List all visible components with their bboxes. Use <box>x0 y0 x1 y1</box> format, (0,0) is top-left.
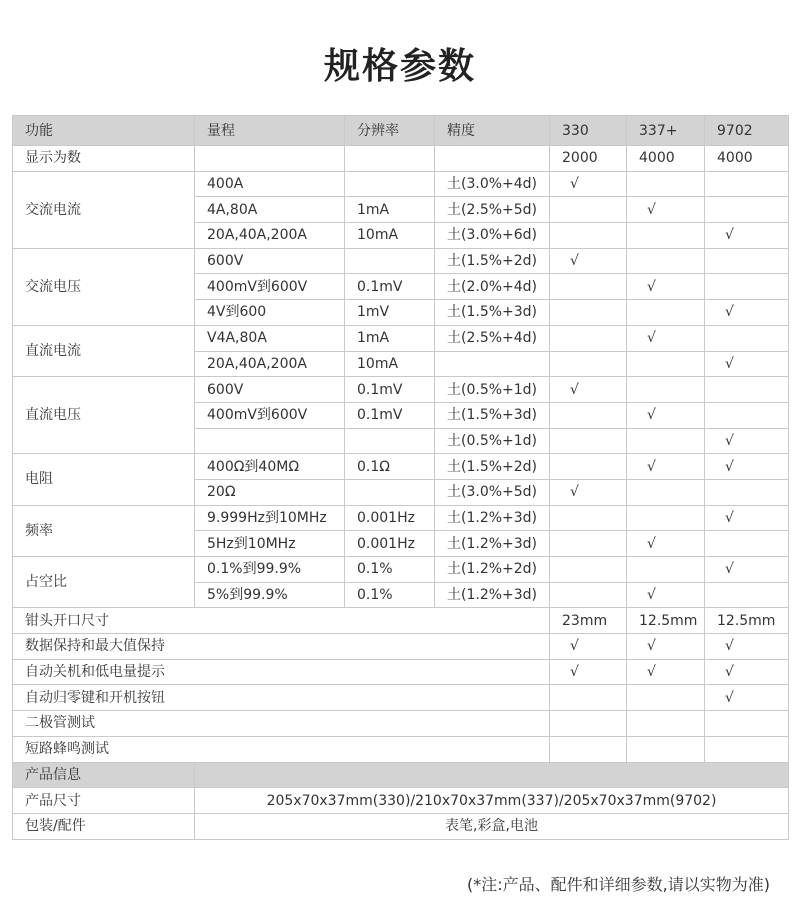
check-330 <box>550 582 627 608</box>
table-row <box>13 557 789 583</box>
check-337: √ <box>627 197 705 223</box>
check-9702 <box>705 274 789 300</box>
product-size-label: 产品尺寸 <box>13 788 195 814</box>
feature-9702 <box>705 711 789 737</box>
range-cell: 400Ω到40MΩ <box>195 454 345 480</box>
feature-label: 二极管测试 <box>13 711 550 737</box>
feature-label: 自动归零键和开机按钮 <box>13 685 550 711</box>
accuracy-cell: 土(1.5%+2d) <box>435 454 550 480</box>
footnote: (*注:产品、配件和详细参数,请以实物为准) <box>467 875 770 894</box>
feature-9702: 12.5mm <box>705 608 789 634</box>
resolution-cell: 1mA <box>345 325 435 351</box>
check-330: √ <box>550 377 627 403</box>
range-cell: 400A <box>195 171 345 197</box>
product-size-value: 205x70x37mm(330)/210x70x37mm(337)/205x70x37mm(9702) <box>195 788 789 814</box>
check-9702 <box>705 402 789 428</box>
check-9702 <box>705 197 789 223</box>
feature-330 <box>550 736 627 762</box>
accuracy-cell: 土(1.2%+3d) <box>435 582 550 608</box>
range-cell: 0.1%到99.9% <box>195 557 345 583</box>
feature-330: √ <box>550 634 627 660</box>
table-row <box>13 454 789 480</box>
check-337: √ <box>627 531 705 557</box>
check-330: √ <box>550 248 627 274</box>
accuracy-cell: 土(3.0%+6d) <box>435 223 550 249</box>
table-row <box>13 505 789 531</box>
resolution-cell <box>345 248 435 274</box>
check-337 <box>627 171 705 197</box>
feature-row <box>13 736 789 762</box>
check-337 <box>627 505 705 531</box>
check-9702: √ <box>705 454 789 480</box>
accuracy-cell: 土(1.2%+2d) <box>435 557 550 583</box>
check-9702 <box>705 582 789 608</box>
accuracy-cell: 土(3.0%+4d) <box>435 171 550 197</box>
feature-9702: √ <box>705 659 789 685</box>
feature-label: 钳头开口尺寸 <box>13 608 550 634</box>
feature-330: 23mm <box>550 608 627 634</box>
range-cell: V4A,80A <box>195 325 345 351</box>
resolution-cell <box>345 171 435 197</box>
resolution-cell: 0.001Hz <box>345 505 435 531</box>
package-row <box>13 813 789 839</box>
header-resolution: 分辨率 <box>345 116 435 146</box>
table-header <box>13 116 789 146</box>
check-330 <box>550 454 627 480</box>
accuracy-cell: 土(1.5%+3d) <box>435 300 550 326</box>
group-label: 占空比 <box>13 557 195 608</box>
check-9702 <box>705 325 789 351</box>
range-cell: 600V <box>195 248 345 274</box>
resolution-cell: 0.001Hz <box>345 531 435 557</box>
group-label: 电阻 <box>13 454 195 505</box>
feature-row <box>13 634 789 660</box>
spec-table <box>12 115 789 840</box>
table-row <box>13 377 789 403</box>
header-accuracy: 精度 <box>435 116 550 146</box>
check-330 <box>550 557 627 583</box>
feature-330 <box>550 711 627 737</box>
feature-label: 自动关机和低电量提示 <box>13 659 550 685</box>
check-330: √ <box>550 479 627 505</box>
accuracy-cell: 土(2.0%+4d) <box>435 274 550 300</box>
check-337: √ <box>627 274 705 300</box>
group-label: 频率 <box>13 505 195 556</box>
package-label: 包装/配件 <box>13 813 195 839</box>
resolution-cell: 0.1mV <box>345 402 435 428</box>
group-label: 交流电流 <box>13 171 195 248</box>
table-row <box>13 248 789 274</box>
check-9702: √ <box>705 557 789 583</box>
group-label: 直流电流 <box>13 325 195 376</box>
display-9702: 4000 <box>705 146 789 172</box>
range-cell: 9.999Hz到10MHz <box>195 505 345 531</box>
check-330 <box>550 428 627 454</box>
header-model-9702: 9702 <box>705 116 789 146</box>
check-337: √ <box>627 402 705 428</box>
product-info-row <box>13 762 789 788</box>
range-cell: 600V <box>195 377 345 403</box>
page-title: 规格参数 <box>323 46 476 87</box>
resolution-cell: 1mV <box>345 300 435 326</box>
check-337: √ <box>627 454 705 480</box>
feature-row <box>13 608 789 634</box>
check-337: √ <box>627 582 705 608</box>
check-330 <box>550 197 627 223</box>
check-9702 <box>705 171 789 197</box>
range-cell: 400mV到600V <box>195 402 345 428</box>
accuracy-cell: 土(0.5%+1d) <box>435 377 550 403</box>
feature-337 <box>627 711 705 737</box>
feature-337 <box>627 685 705 711</box>
check-337: √ <box>627 325 705 351</box>
check-337 <box>627 479 705 505</box>
check-9702: √ <box>705 505 789 531</box>
package-value: 表笔,彩盒,电池 <box>195 813 789 839</box>
range-cell: 4V到600 <box>195 300 345 326</box>
display-330: 2000 <box>550 146 627 172</box>
resolution-cell: 0.1Ω <box>345 454 435 480</box>
range-cell: 5%到99.9% <box>195 582 345 608</box>
check-9702 <box>705 248 789 274</box>
check-337 <box>627 557 705 583</box>
header-function: 功能 <box>13 116 195 146</box>
check-9702: √ <box>705 223 789 249</box>
feature-row <box>13 659 789 685</box>
check-9702 <box>705 377 789 403</box>
accuracy-cell: 土(1.5%+2d) <box>435 248 550 274</box>
check-330 <box>550 300 627 326</box>
resolution-cell <box>345 428 435 454</box>
range-cell: 20Ω <box>195 479 345 505</box>
check-337 <box>627 377 705 403</box>
check-330: √ <box>550 171 627 197</box>
resolution-cell: 10mA <box>345 223 435 249</box>
feature-337: 12.5mm <box>627 608 705 634</box>
feature-row <box>13 685 789 711</box>
accuracy-cell <box>435 351 550 377</box>
accuracy-cell: 土(3.0%+5d) <box>435 479 550 505</box>
check-9702: √ <box>705 428 789 454</box>
feature-330: √ <box>550 659 627 685</box>
feature-337: √ <box>627 659 705 685</box>
check-337 <box>627 300 705 326</box>
product-info-label: 产品信息 <box>13 762 195 788</box>
resolution-cell: 1mA <box>345 197 435 223</box>
feature-row <box>13 711 789 737</box>
feature-9702: √ <box>705 634 789 660</box>
check-337 <box>627 223 705 249</box>
group-label: 直流电压 <box>13 377 195 454</box>
accuracy-cell: 土(0.5%+1d) <box>435 428 550 454</box>
check-330 <box>550 531 627 557</box>
table-row <box>13 325 789 351</box>
feature-9702: √ <box>705 685 789 711</box>
resolution-cell: 10mA <box>345 351 435 377</box>
display-count-row <box>13 146 789 172</box>
feature-337 <box>627 736 705 762</box>
display-337: 4000 <box>627 146 705 172</box>
check-330 <box>550 351 627 377</box>
check-9702: √ <box>705 300 789 326</box>
feature-337: √ <box>627 634 705 660</box>
resolution-cell: 0.1% <box>345 557 435 583</box>
header-range: 量程 <box>195 116 345 146</box>
resolution-cell: 0.1mV <box>345 274 435 300</box>
range-cell: 5Hz到10MHz <box>195 531 345 557</box>
check-9702: √ <box>705 351 789 377</box>
header-model-330: 330 <box>550 116 627 146</box>
feature-330 <box>550 685 627 711</box>
group-label: 交流电压 <box>13 248 195 325</box>
accuracy-cell: 土(1.5%+3d) <box>435 402 550 428</box>
check-330 <box>550 505 627 531</box>
row-label: 显示为数 <box>13 146 195 172</box>
table-row <box>13 171 789 197</box>
check-330 <box>550 402 627 428</box>
resolution-cell <box>345 479 435 505</box>
feature-label: 短路蜂鸣测试 <box>13 736 550 762</box>
product-size-row <box>13 788 789 814</box>
accuracy-cell: 土(2.5%+4d) <box>435 325 550 351</box>
check-330 <box>550 274 627 300</box>
range-cell: 20A,40A,200A <box>195 351 345 377</box>
accuracy-cell: 土(1.2%+3d) <box>435 531 550 557</box>
feature-label: 数据保持和最大值保持 <box>13 634 550 660</box>
range-cell: 400mV到600V <box>195 274 345 300</box>
check-9702 <box>705 479 789 505</box>
check-330 <box>550 325 627 351</box>
feature-9702 <box>705 736 789 762</box>
check-337 <box>627 351 705 377</box>
check-337 <box>627 428 705 454</box>
resolution-cell: 0.1mV <box>345 377 435 403</box>
check-330 <box>550 223 627 249</box>
resolution-cell: 0.1% <box>345 582 435 608</box>
header-model-337: 337+ <box>627 116 705 146</box>
range-cell: 4A,80A <box>195 197 345 223</box>
accuracy-cell: 土(2.5%+5d) <box>435 197 550 223</box>
check-337 <box>627 248 705 274</box>
range-cell: 20A,40A,200A <box>195 223 345 249</box>
accuracy-cell: 土(1.2%+3d) <box>435 505 550 531</box>
range-cell <box>195 428 345 454</box>
check-9702 <box>705 531 789 557</box>
